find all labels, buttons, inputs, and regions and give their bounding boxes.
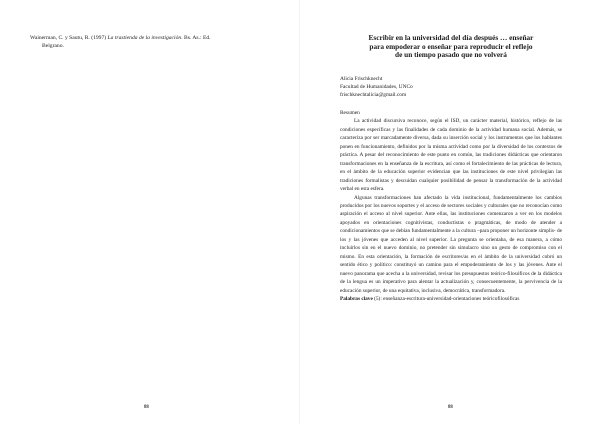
author-name: Alicia Frischknecht: [340, 76, 383, 82]
author-affiliation: Facultad de Humanidades, UNCo: [340, 84, 413, 91]
abstract: [340, 109, 562, 303]
bibliography-reference: [30, 34, 260, 50]
reference-title: La trastienda de la investigación: [107, 35, 182, 41]
keywords-count: (5):: [372, 295, 384, 302]
reference-publisher: Belgrano.: [42, 43, 64, 49]
page-number: 88: [144, 405, 149, 410]
author-block: [340, 75, 560, 99]
author-email: frischknechtalicia@gmail.com: [340, 92, 407, 99]
title-line-1: Escribir en la universidad del día después … enseñar: [368, 33, 534, 42]
abstract-paragraph-2: Algunas transformaciones han afectado la vida institucional, fundamentalmente los cambios producidos por los nuevos soportes y el acceso de sectores sociales y culturales que no reconocían como aspiración el acceso al nivel superior. Ante ellas, las instituciones comenzaron a ver en los modelos apoyados en orientaciones cognitivistas, conductistas o pragmáticas, de modo de atender a condicionamientos que se debían fundamentalmente a la cultura –para proponer un horizonte simplis- de los y las jóvenes que acceden al nivel superior. La pregunta se orientaba, de esa manera, a cómo incluirlos sin en el nuevo dominio, no pretender sin simulacro sino un gesto de compromiso con el mismo. En esta orientación, la formación de escritores/as en el ámbito de la universidad cobró un sentido ético y político: constituyó un camino para el empoderamiento de los y las jóvenes. Ante el nuevo panorama que acecha a la universidad, revisar los presupuestos teórico-filosóficos de la didáctica de la lengua es un imperativo para alentar la actualización y, consecuentemente, la pervivencia de la educación superior, de una equitativa, inclusiva, democrática, transformadora.: [340, 194, 562, 294]
title-line-2: para empoderar o enseñar para reproducir el reflejo: [369, 41, 533, 51]
right-page: [300, 0, 600, 424]
abstract-heading: Resumen: [340, 110, 360, 116]
page-number: 88: [448, 405, 453, 410]
keywords-list: enseñanza-escritura-universidad-orientaciones teóricofilosóficas: [383, 295, 520, 302]
keywords-label: Palabras clave: [340, 295, 373, 302]
reference-rest: . Bs. As.: Ed.: [181, 35, 211, 41]
title-line-3: de un tiempo pasado que no volverá: [395, 50, 507, 60]
article-title: [344, 34, 558, 60]
abstract-paragraph-1: La actividad discursiva reconoce, según el ISD, un carácter material, histórico, reflejo de las condiciones específicas y las finalidades de cada dominio de la actividad humana social. Además, se caracteriza por ser marcadamente diversa, dada su inserción social y los instrumentos que los hablantes ponen en funcionamiento, definidos por la misma actividad como por la diversidad de los contextos de práctica. A pesar del reconocimiento de este punto en común, las tradiciones didácticas que orientaron transformaciones en la enseñanza de la escritura, así como el fortalecimiento de las prácticas de lectura, en el ámbito de la educación superior evidencian que las instituciones de este nivel privilegian las tradiciones formalistas y descuidan cualquier posibilidad de pensar la transformación de la actividad verbal en esta esfera.: [340, 118, 562, 193]
reference-authors: Wainerman, C. y Sautu, R. (1997): [30, 35, 108, 41]
keywords: [340, 295, 562, 303]
